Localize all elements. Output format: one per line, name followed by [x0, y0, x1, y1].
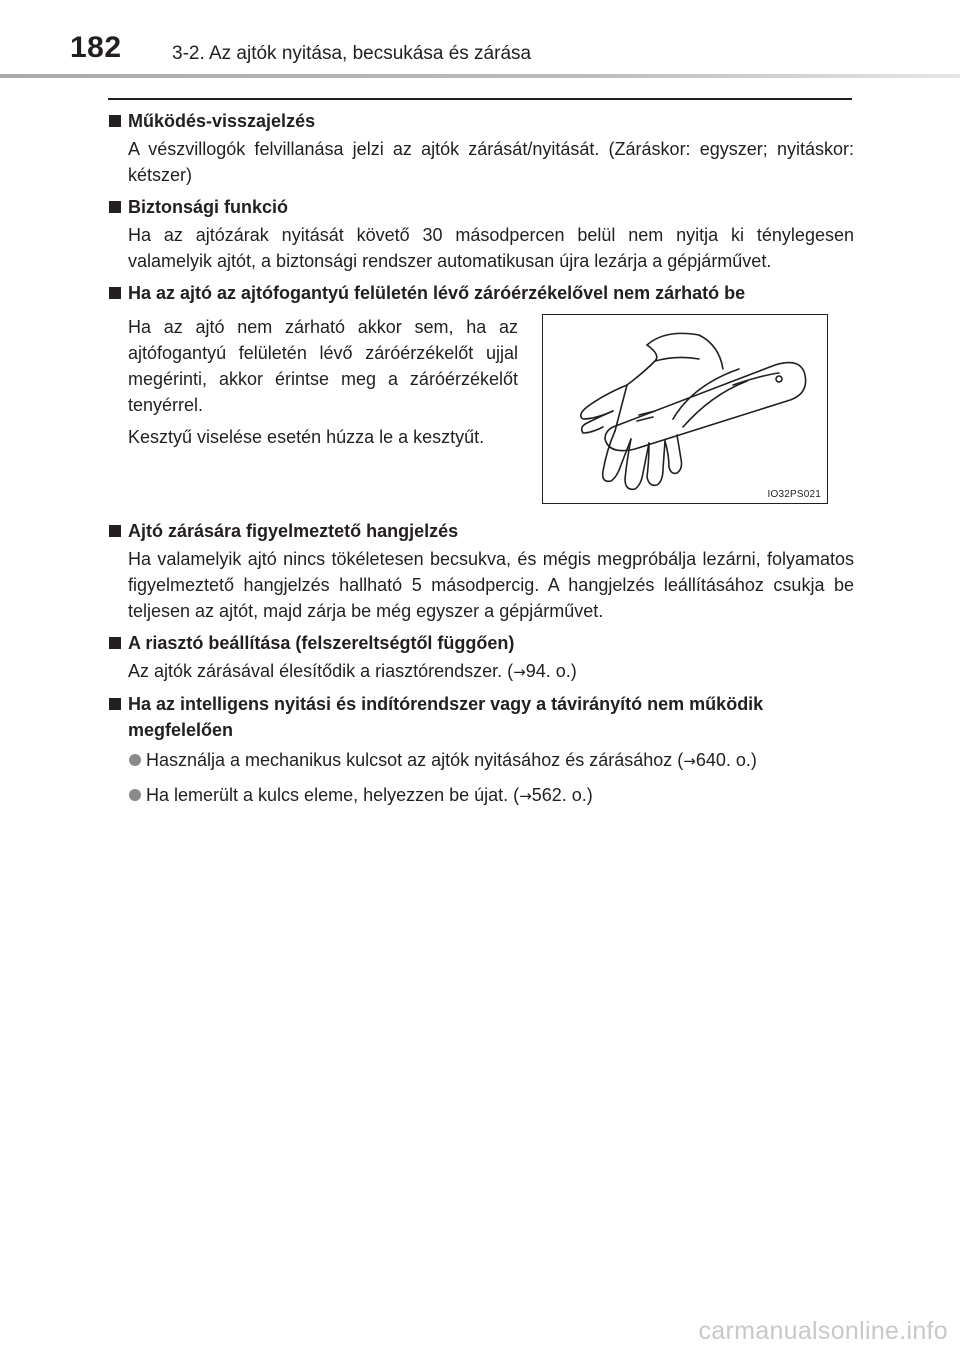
watermark: carmanualsonline.info: [698, 1317, 948, 1345]
instruction-paragraph: Ha az ajtó nem zárható akkor sem, ha az ajtófogantyú felületén lévő záróérzékelőt ujjal megérinti, akkor érintse meg a záróérzékelőt tenyérrel.: [128, 317, 518, 415]
section-heading: Működés-visszajelzés: [108, 108, 854, 134]
hand-on-handle-drawing: [543, 315, 827, 503]
page-reference-arrow-icon: →: [683, 752, 696, 770]
square-bullet-icon: [109, 637, 121, 649]
square-bullet-icon: [109, 525, 121, 537]
bullet-list: [108, 747, 854, 809]
page-reference-arrow-icon: →: [513, 663, 526, 681]
figure-code: IO32PS021: [767, 489, 821, 500]
section-heading: Biztonsági funkció: [108, 194, 854, 220]
page-header: [0, 0, 960, 80]
page-content: [108, 108, 854, 817]
section-title: 3-2. Az ajtók nyitása, becsukása és zárása: [172, 43, 532, 64]
section-heading: Ha az intelligens nyitási és indítórendszer vagy a távirányító nem működik megfelelően: [108, 691, 854, 743]
section-lock-warning-buzzer: [108, 518, 854, 624]
header-bar: [0, 74, 960, 78]
content-divider: [108, 98, 852, 100]
square-bullet-icon: [109, 287, 121, 299]
section-alarm-setting: [108, 630, 854, 685]
section-operation-signal: [108, 108, 854, 188]
section-system-malfunction: [108, 691, 854, 809]
square-bullet-icon: [109, 698, 121, 710]
section-heading: Ajtó zárására figyelmeztető hangjelzés: [108, 518, 854, 544]
section-text: Az ajtók zárásával élesítődik a riasztórendszer. (→94. o.): [128, 661, 577, 681]
section-heading: Ha az ajtó az ajtófogantyú felületén lévő záróérzékelővel nem zárható be: [108, 280, 854, 306]
section-text: A vészvillogók felvillanása jelzi az ajtók zárását/nyitását. (Záráskor: egyszer; nyitáskor: kétszer): [128, 139, 854, 185]
section-security-function: [108, 194, 854, 274]
round-bullet-icon: [129, 754, 141, 766]
hand-on-door-handle-illustration: [542, 314, 828, 504]
square-bullet-icon: [109, 201, 121, 213]
list-item: Ha lemerült a kulcs eleme, helyezzen be újat. (→562. o.): [108, 782, 854, 809]
round-bullet-icon: [129, 789, 141, 801]
section-lock-sensor: [108, 280, 854, 512]
instruction-paragraph: Kesztyű viselése esetén húzza le a kesztyűt.: [128, 427, 485, 447]
page-reference-arrow-icon: →: [519, 787, 532, 805]
section-text: Ha az ajtózárak nyitását követő 30 másodpercen belül nem nyitja ki ténylegesen valamelyik ajtót, a biztonsági rendszer automatikusan újra lezárja a gépjárművet.: [128, 225, 854, 271]
text-with-figure: [108, 314, 854, 512]
section-heading: A riasztó beállítása (felszereltségtől függően): [108, 630, 854, 656]
section-text: Ha valamelyik ajtó nincs tökéletesen becsukva, és mégis megpróbálja lezárni, folyamatos figyelmeztető hangjelzés hallható 5 másodpercig. A hangjelzés leállításához csukja be teljesen az ajtót, majd zárja be még egyszer a gépjárművet.: [128, 549, 854, 621]
square-bullet-icon: [109, 115, 121, 127]
page-number: 182: [70, 31, 122, 64]
instruction-text: [128, 314, 518, 456]
list-item: Használja a mechanikus kulcsot az ajtók nyitásához és zárásához (→640. o.): [108, 747, 854, 774]
